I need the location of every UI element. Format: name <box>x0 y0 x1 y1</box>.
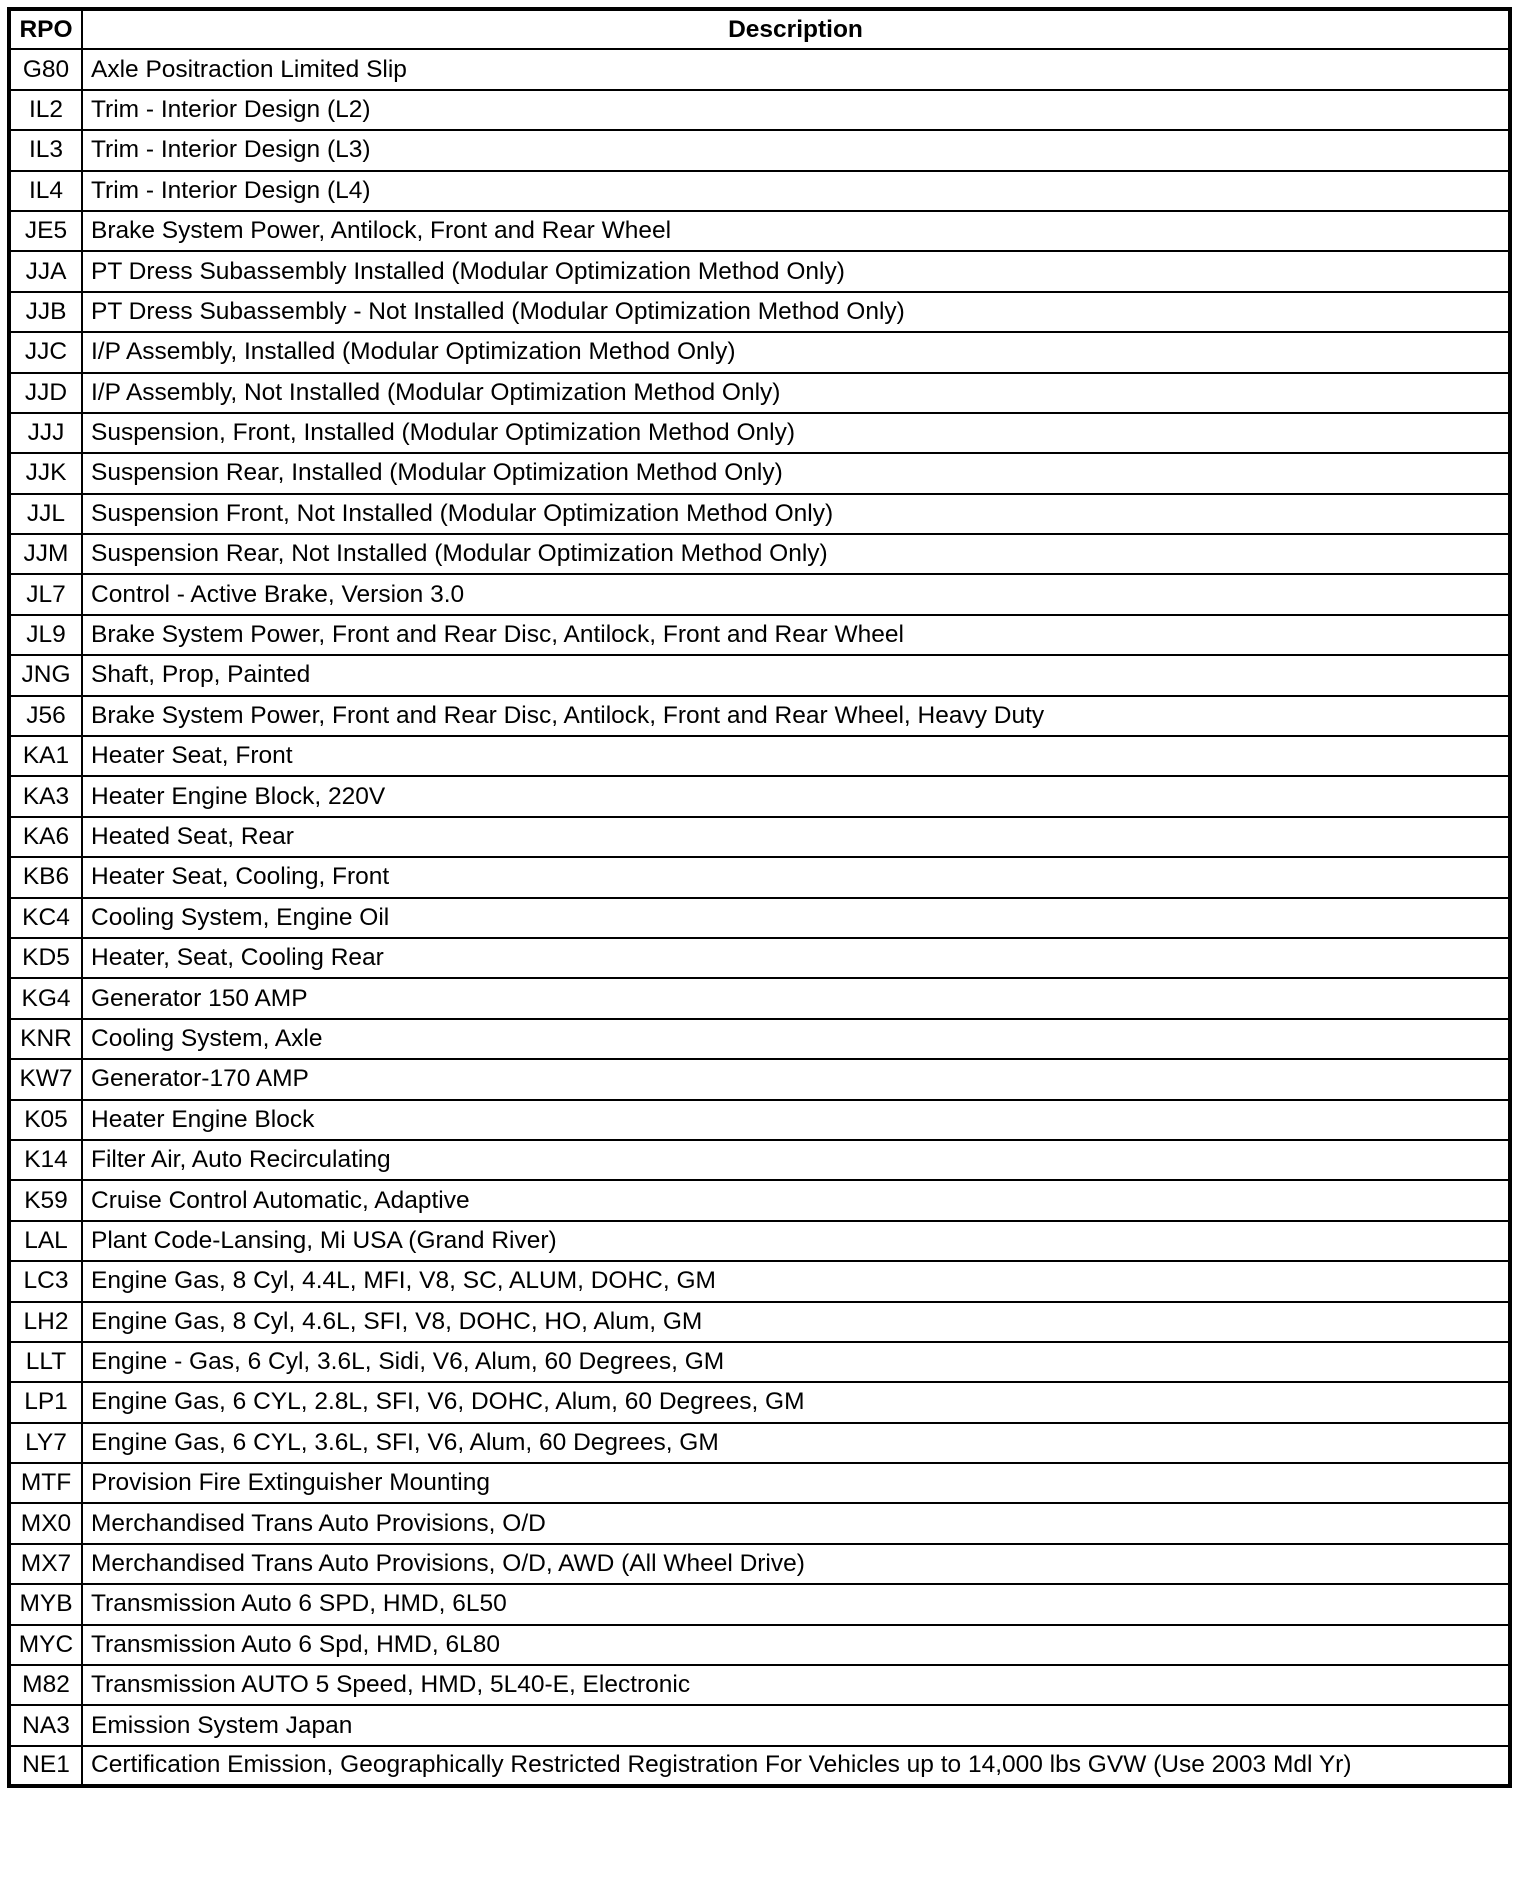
rpo-code-cell: JNG <box>9 655 82 695</box>
rpo-code-cell: IL3 <box>9 130 82 170</box>
table-row <box>9 494 1510 534</box>
description-cell: PT Dress Subassembly - Not Installed (Modular Optimization Method Only) <box>82 292 1510 332</box>
table-row <box>9 171 1510 211</box>
description-cell: Heated Seat, Rear <box>82 817 1510 857</box>
description-cell: PT Dress Subassembly Installed (Modular Optimization Method Only) <box>82 251 1510 291</box>
rpo-code-cell: K59 <box>9 1180 82 1220</box>
rpo-code-cell: LC3 <box>9 1261 82 1301</box>
table-row <box>9 857 1510 897</box>
rpo-code-cell: KG4 <box>9 978 82 1018</box>
rpo-code-cell: MX7 <box>9 1544 82 1584</box>
header-rpo: RPO <box>9 9 82 49</box>
table-row <box>9 90 1510 130</box>
table-row <box>9 332 1510 372</box>
table-row <box>9 696 1510 736</box>
description-cell: Brake System Power, Antilock, Front and Rear Wheel <box>82 211 1510 251</box>
table-row <box>9 1584 1510 1624</box>
rpo-code-cell: IL4 <box>9 171 82 211</box>
description-cell: Heater, Seat, Cooling Rear <box>82 938 1510 978</box>
description-cell: Shaft, Prop, Painted <box>82 655 1510 695</box>
table-row <box>9 1059 1510 1099</box>
rpo-code-cell: G80 <box>9 49 82 89</box>
description-cell: Heater Engine Block, 220V <box>82 776 1510 816</box>
rpo-code-cell: MX0 <box>9 1503 82 1543</box>
table-row <box>9 978 1510 1018</box>
rpo-code-cell: JJJ <box>9 413 82 453</box>
rpo-code-cell: JJL <box>9 494 82 534</box>
description-cell: Transmission AUTO 5 Speed, HMD, 5L40-E, Electronic <box>82 1665 1510 1705</box>
table-row <box>9 1019 1510 1059</box>
rpo-code-cell: M82 <box>9 1665 82 1705</box>
description-cell: Plant Code-Lansing, Mi USA (Grand River) <box>82 1221 1510 1261</box>
description-cell: Axle Positraction Limited Slip <box>82 49 1510 89</box>
table-row <box>9 534 1510 574</box>
rpo-code-cell: KNR <box>9 1019 82 1059</box>
table-row <box>9 817 1510 857</box>
rpo-code-cell: JJB <box>9 292 82 332</box>
rpo-code-cell: KA6 <box>9 817 82 857</box>
rpo-code-cell: MYB <box>9 1584 82 1624</box>
rpo-code-cell: KA3 <box>9 776 82 816</box>
table-row <box>9 655 1510 695</box>
description-cell: Merchandised Trans Auto Provisions, O/D <box>82 1503 1510 1543</box>
description-cell: Cruise Control Automatic, Adaptive <box>82 1180 1510 1220</box>
rpo-code-cell: JL7 <box>9 574 82 614</box>
rpo-code-cell: JJK <box>9 453 82 493</box>
rpo-code-cell: KW7 <box>9 1059 82 1099</box>
table-row <box>9 1342 1510 1382</box>
description-cell: Heater Seat, Front <box>82 736 1510 776</box>
table-row <box>9 1463 1510 1503</box>
table-row <box>9 292 1510 332</box>
description-cell: Cooling System, Axle <box>82 1019 1510 1059</box>
description-cell: Certification Emission, Geographically Restricted Registration For Vehicles up to 14,000 lbs GVW (Use 2003 Mdl Yr) <box>82 1746 1510 1786</box>
table-row <box>9 49 1510 89</box>
table-row <box>9 1261 1510 1301</box>
table-row <box>9 615 1510 655</box>
rpo-code-cell: LP1 <box>9 1382 82 1422</box>
table-row <box>9 1221 1510 1261</box>
table-row <box>9 251 1510 291</box>
description-cell: Engine - Gas, 6 Cyl, 3.6L, Sidi, V6, Alum, 60 Degrees, GM <box>82 1342 1510 1382</box>
header-description: Description <box>82 9 1510 49</box>
description-cell: Engine Gas, 6 CYL, 2.8L, SFI, V6, DOHC, Alum, 60 Degrees, GM <box>82 1382 1510 1422</box>
table-row <box>9 1423 1510 1463</box>
table-row <box>9 211 1510 251</box>
header-row <box>9 9 1510 49</box>
table-row <box>9 1705 1510 1745</box>
table-row <box>9 938 1510 978</box>
table-row <box>9 574 1510 614</box>
description-cell: Provision Fire Extinguisher Mounting <box>82 1463 1510 1503</box>
rpo-code-cell: K05 <box>9 1100 82 1140</box>
description-cell: Suspension, Front, Installed (Modular Optimization Method Only) <box>82 413 1510 453</box>
rpo-code-cell: KD5 <box>9 938 82 978</box>
rpo-code-cell: IL2 <box>9 90 82 130</box>
rpo-code-cell: MYC <box>9 1625 82 1665</box>
table-row <box>9 1503 1510 1543</box>
table-row <box>9 453 1510 493</box>
rpo-code-cell: JJM <box>9 534 82 574</box>
table-row <box>9 1382 1510 1422</box>
table-header <box>9 9 1510 49</box>
description-cell: I/P Assembly, Not Installed (Modular Optimization Method Only) <box>82 373 1510 413</box>
table-row <box>9 1100 1510 1140</box>
table-body <box>9 49 1510 1786</box>
description-cell: Merchandised Trans Auto Provisions, O/D, AWD (All Wheel Drive) <box>82 1544 1510 1584</box>
rpo-code-cell: LY7 <box>9 1423 82 1463</box>
rpo-code-cell: NE1 <box>9 1746 82 1786</box>
description-cell: Suspension Rear, Installed (Modular Optimization Method Only) <box>82 453 1510 493</box>
description-cell: Control - Active Brake, Version 3.0 <box>82 574 1510 614</box>
table-row <box>9 1625 1510 1665</box>
table-row <box>9 413 1510 453</box>
description-cell: Heater Seat, Cooling, Front <box>82 857 1510 897</box>
description-cell: Trim - Interior Design (L3) <box>82 130 1510 170</box>
rpo-code-cell: K14 <box>9 1140 82 1180</box>
table-row <box>9 1140 1510 1180</box>
description-cell: Brake System Power, Front and Rear Disc, Antilock, Front and Rear Wheel, Heavy Duty <box>82 696 1510 736</box>
description-cell: Generator-170 AMP <box>82 1059 1510 1099</box>
table-row <box>9 373 1510 413</box>
table-row <box>9 776 1510 816</box>
rpo-code-cell: JL9 <box>9 615 82 655</box>
description-cell: Transmission Auto 6 SPD, HMD, 6L50 <box>82 1584 1510 1624</box>
description-cell: Brake System Power, Front and Rear Disc, Antilock, Front and Rear Wheel <box>82 615 1510 655</box>
description-cell: Trim - Interior Design (L2) <box>82 90 1510 130</box>
rpo-code-cell: LH2 <box>9 1302 82 1342</box>
table-row <box>9 1302 1510 1342</box>
description-cell: Engine Gas, 6 CYL, 3.6L, SFI, V6, Alum, 60 Degrees, GM <box>82 1423 1510 1463</box>
rpo-code-cell: JJA <box>9 251 82 291</box>
rpo-code-cell: JJC <box>9 332 82 372</box>
table-row <box>9 130 1510 170</box>
rpo-code-cell: LAL <box>9 1221 82 1261</box>
description-cell: Emission System Japan <box>82 1705 1510 1745</box>
table-row <box>9 1180 1510 1220</box>
description-cell: Transmission Auto 6 Spd, HMD, 6L80 <box>82 1625 1510 1665</box>
rpo-code-cell: KB6 <box>9 857 82 897</box>
description-cell: Generator 150 AMP <box>82 978 1510 1018</box>
rpo-code-cell: LLT <box>9 1342 82 1382</box>
description-cell: Cooling System, Engine Oil <box>82 898 1510 938</box>
description-cell: Suspension Front, Not Installed (Modular Optimization Method Only) <box>82 494 1510 534</box>
description-cell: Trim - Interior Design (L4) <box>82 171 1510 211</box>
rpo-code-cell: NA3 <box>9 1705 82 1745</box>
rpo-code-cell: JE5 <box>9 211 82 251</box>
table-row <box>9 1544 1510 1584</box>
rpo-code-cell: J56 <box>9 696 82 736</box>
table-row <box>9 1746 1510 1786</box>
rpo-code-cell: KA1 <box>9 736 82 776</box>
description-cell: Engine Gas, 8 Cyl, 4.4L, MFI, V8, SC, ALUM, DOHC, GM <box>82 1261 1510 1301</box>
table-row <box>9 1665 1510 1705</box>
rpo-code-cell: JJD <box>9 373 82 413</box>
description-cell: I/P Assembly, Installed (Modular Optimization Method Only) <box>82 332 1510 372</box>
description-cell: Heater Engine Block <box>82 1100 1510 1140</box>
rpo-table <box>7 7 1512 1788</box>
table-row <box>9 736 1510 776</box>
description-cell: Filter Air, Auto Recirculating <box>82 1140 1510 1180</box>
rpo-code-cell: MTF <box>9 1463 82 1503</box>
table-row <box>9 898 1510 938</box>
rpo-code-cell: KC4 <box>9 898 82 938</box>
description-cell: Suspension Rear, Not Installed (Modular Optimization Method Only) <box>82 534 1510 574</box>
description-cell: Engine Gas, 8 Cyl, 4.6L, SFI, V8, DOHC, HO, Alum, GM <box>82 1302 1510 1342</box>
